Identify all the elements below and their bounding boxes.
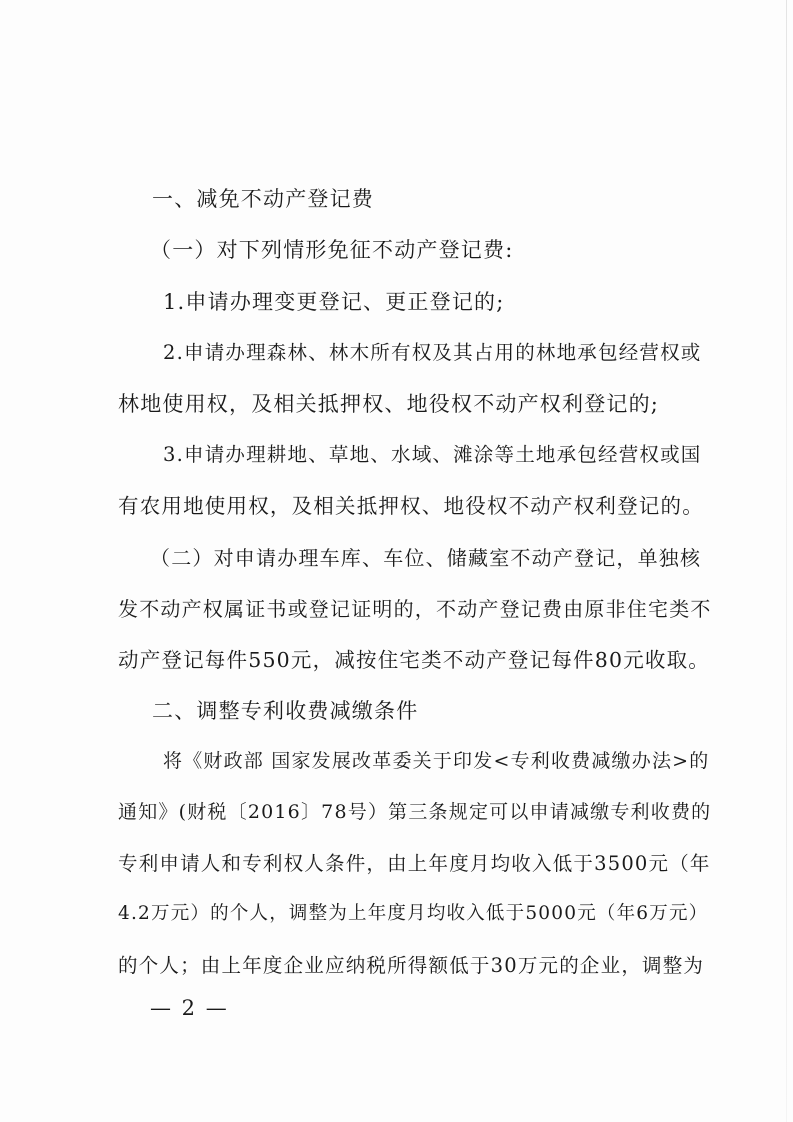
section2-heading: 二、调整专利收费减缴条件 [152,699,419,723]
para-line5: 的个人；由上年度企业应纳税所得额低于30万元的企业，调整为 [118,954,705,977]
sub1-heading: （一）对下列情形免征不动产登记费: [150,238,514,262]
sub2-line1: （二）对申请办理车库、车位、储藏室不动产登记，单独核 [150,546,702,570]
para-line1: 将《财政部 国家发展改革委关于印发<专利收费减缴办法>的 [163,750,710,772]
para-line2: 通知》(财税〔2016〕78号）第三条规定可以申请减缴专利收费的 [118,801,712,823]
section1-heading: 一、减免不动产登记费 [152,187,374,211]
item3-line2: 有农用地使用权，及相关抵押权、地役权不动产权利登记的。 [118,494,704,518]
page-number: — 2 — [150,996,229,1020]
item1-text: 1.申请办理变更登记、更正登记的; [163,290,505,314]
sub2-line3: 动产登记每件550元，减按住宅类不动产登记每件80元收取。 [118,648,711,672]
item2-line1: 2.申请办理森林、林木所有权及其占用的林地承包经营权或 [163,341,702,364]
para-line4: 4.2万元）的个人，调整为上年度月均收入低于5000元（年6万元） [118,903,709,924]
item3-line1: 3.申请办理耕地、草地、水域、滩涂等土地承包经营权或国 [163,443,702,466]
item2-line2: 林地使用权，及相关抵押权、地役权不动产权利登记的; [118,392,660,416]
page-edge [786,0,787,1122]
para-line3: 专利申请人和专利权人条件，由上年度月均收入低于3500元（年 [118,852,711,875]
sub2-line2: 发不动产权属证书或登记证明的，不动产登记费由原非住宅类不 [118,597,712,621]
